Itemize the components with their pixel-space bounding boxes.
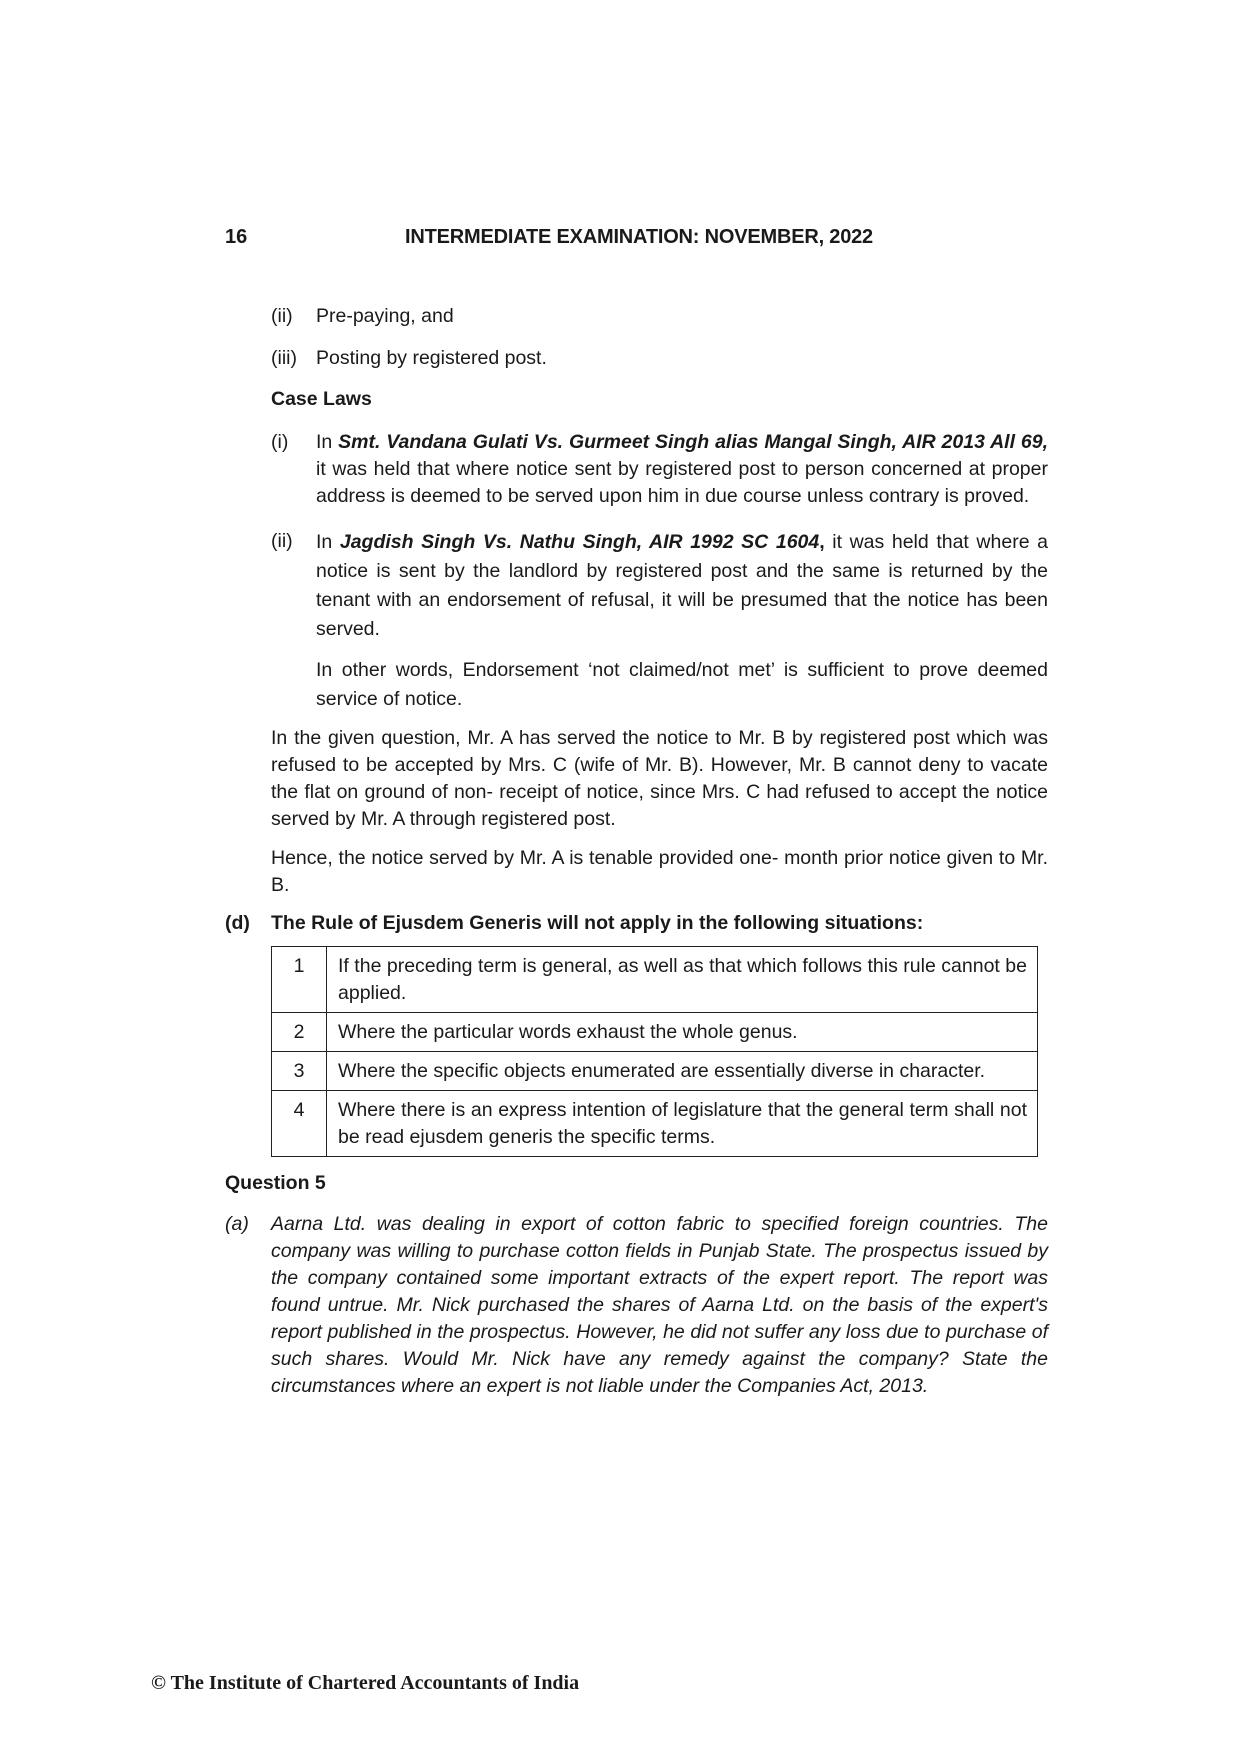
case-citation: Smt. Vandana Gulati Vs. Gurmeet Singh alias Mangal Singh, AIR 2013 All 69, bbox=[338, 431, 1048, 453]
page-number: 16 bbox=[225, 226, 248, 248]
part-label: (d) bbox=[225, 912, 250, 934]
table-row bbox=[272, 1013, 1038, 1052]
question-heading: Question 5 bbox=[225, 1172, 326, 1194]
case-law-item: In Smt. Vandana Gulati Vs. Gurmeet Singh alias Mangal Singh, AIR 2013 All 69, it was held that where notice sent by registered post to person concerned at proper address is deemed to be served upon him in due course unless contrary is proved. bbox=[316, 431, 1048, 507]
page-header-title: INTERMEDIATE EXAMINATION: NOVEMBER, 2022 bbox=[405, 226, 873, 248]
case-law-label: (i) bbox=[271, 431, 289, 453]
row-number: 2 bbox=[272, 1013, 327, 1052]
table-row bbox=[272, 1052, 1038, 1091]
list-label: (iii) bbox=[271, 347, 297, 369]
copyright-footer: © The Institute of Chartered Accountants of India bbox=[151, 1672, 580, 1694]
row-number: 3 bbox=[272, 1052, 327, 1091]
list-label: (ii) bbox=[271, 305, 293, 327]
list-item-text: Posting by registered post. bbox=[316, 347, 547, 369]
conclusion-paragraph: In the given question, Mr. A has served the notice to Mr. B by registered post which was refused to be accepted by Mrs. C (wife of Mr. B). However, Mr. B cannot deny to vacate the flat on ground of non- receipt of notice, since Mrs. C had refused to accept the notice served by Mr. A through registered post. bbox=[271, 727, 1048, 830]
rules-table bbox=[271, 946, 1038, 1157]
case-citation: Jagdish Singh Vs. Nathu Singh, AIR 1992 SC 1604 bbox=[339, 531, 820, 553]
question-part-label: (a) bbox=[225, 1213, 249, 1235]
row-text: If the preceding term is general, as well as that which follows this rule cannot be applied. bbox=[327, 947, 1038, 1013]
part-heading: The Rule of Ejusdem Generis will not apply in the following situations: bbox=[271, 912, 924, 934]
other-words-paragraph: In other words, Endorsement ‘not claimed/not met’ is sufficient to prove deemed service of notice. bbox=[316, 659, 1048, 710]
row-number: 4 bbox=[272, 1091, 327, 1157]
question-text: Aarna Ltd. was dealing in export of cotton fabric to specified foreign countries. The company was willing to purchase cotton fields in Punjab State. The prospectus issued by the company contained some important extracts of the expert report. The report was found untrue. Mr. Nick purchased the shares of Aarna Ltd. on the basis of the expert's report published in the prospectus. However, he did not suffer any loss due to purchase of such shares. Would Mr. Nick have any remedy against the company? State the circumstances where an expert is not liable under the Companies Act, 2013. bbox=[271, 1213, 1048, 1397]
row-number: 1 bbox=[272, 947, 327, 1013]
case-law-label: (ii) bbox=[271, 530, 293, 552]
row-text: Where the particular words exhaust the whole genus. bbox=[327, 1013, 1038, 1052]
table-row bbox=[272, 947, 1038, 1013]
case-laws-heading: Case Laws bbox=[271, 388, 372, 410]
list-item-text: Pre-paying, and bbox=[316, 305, 454, 327]
row-text: Where the specific objects enumerated are essentially diverse in character. bbox=[327, 1052, 1038, 1091]
case-law-item: In Jagdish Singh Vs. Nathu Singh, AIR 1992 SC 1604, it was held that where a notice is sent by the landlord by registered post and the same is returned by the tenant with an endorsement of refusal, it will be presumed that the notice has been served. bbox=[316, 531, 1048, 640]
table-row bbox=[272, 1091, 1038, 1157]
row-text: Where there is an express intention of legislature that the general term shall not be read ejusdem generis the specific terms. bbox=[327, 1091, 1038, 1157]
conclusion-paragraph: Hence, the notice served by Mr. A is tenable provided one- month prior notice given to Mr. B. bbox=[271, 847, 1048, 896]
